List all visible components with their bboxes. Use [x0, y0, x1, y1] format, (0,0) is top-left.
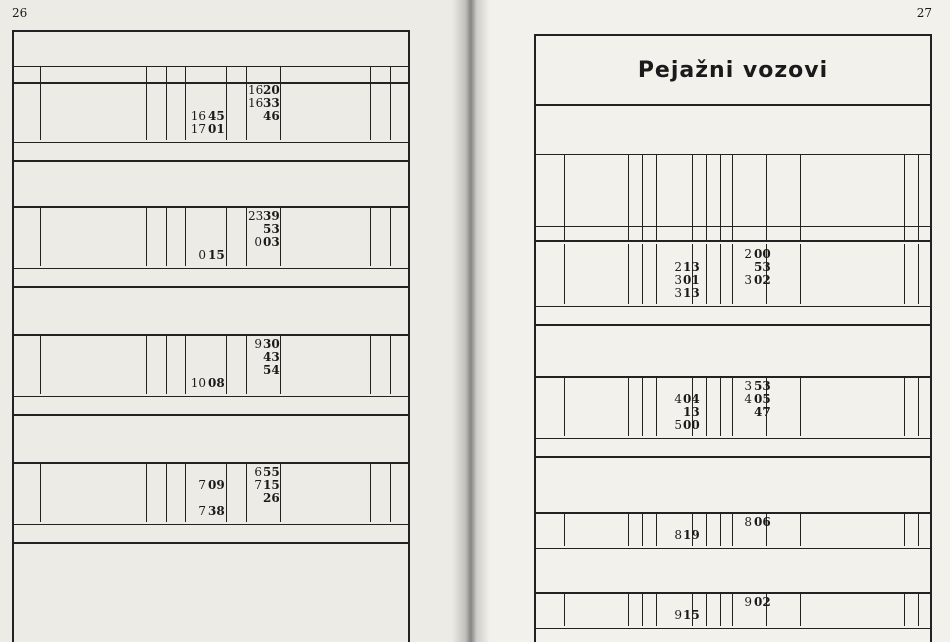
column-divider [642, 244, 643, 304]
heading-rule [534, 104, 932, 106]
departure-minute: 06 [754, 515, 771, 529]
column-divider [800, 512, 801, 546]
column-divider [226, 80, 227, 140]
departure-minute: 00 [754, 247, 771, 261]
column-divider [642, 592, 643, 626]
column-divider [166, 462, 167, 522]
departure-hour: 4 [744, 392, 752, 406]
rule [12, 542, 410, 544]
column-divider [280, 462, 281, 522]
rule [534, 592, 932, 594]
column-divider [904, 244, 905, 304]
column-divider [280, 80, 281, 140]
column-divider [706, 592, 707, 626]
arrival-minute: 01 [208, 122, 225, 136]
departure-minute: 26 [263, 491, 280, 505]
rule [534, 512, 932, 514]
rule [12, 286, 410, 288]
column-divider [732, 244, 733, 304]
departure-hour: 16 [248, 83, 264, 97]
column-divider [918, 376, 919, 436]
rule [534, 456, 932, 458]
column-divider [370, 462, 371, 522]
departure-hour: 3 [744, 273, 752, 287]
column-divider [706, 154, 707, 242]
column-divider [800, 154, 801, 242]
departure-minute: 43 [263, 350, 280, 364]
departure-minute: 55 [263, 465, 280, 479]
arrival-hour: 17 [190, 122, 206, 136]
departure-minute: 02 [754, 273, 771, 287]
departure-minute: 05 [754, 392, 771, 406]
departure-hour: 23 [248, 209, 264, 223]
arrival-hour: 4 [674, 392, 682, 406]
column-divider [904, 592, 905, 626]
departure-minute: 03 [263, 235, 280, 249]
column-divider [732, 592, 733, 626]
column-divider [185, 462, 186, 522]
rule [12, 206, 410, 208]
arrival-minute: 08 [208, 376, 225, 390]
column-divider [918, 244, 919, 304]
section-heading: Pejažni vozovi [637, 58, 829, 83]
arrival-minute: 00 [683, 418, 700, 432]
column-divider [166, 206, 167, 266]
column-divider [642, 512, 643, 546]
rule [12, 396, 410, 397]
arrival-minute: 13 [683, 405, 700, 419]
rule [534, 324, 932, 326]
departure-minute: 02 [754, 595, 771, 609]
departure-minute: 53 [263, 222, 280, 236]
column-divider [390, 334, 391, 394]
arrival-minute: 15 [683, 608, 700, 622]
column-divider [246, 80, 247, 140]
column-divider [146, 206, 147, 266]
column-divider [628, 592, 629, 626]
departure-hour: 9 [744, 595, 752, 609]
departure-hour: 0 [254, 235, 262, 249]
rule [534, 154, 932, 155]
arrival-hour: 3 [674, 273, 682, 287]
departure-minute: 54 [263, 363, 280, 377]
column-divider [720, 592, 721, 626]
rule [12, 160, 410, 162]
arrival-hour: 8 [674, 528, 682, 542]
column-divider [732, 512, 733, 546]
departure-minute: 39 [263, 209, 280, 223]
column-divider [642, 376, 643, 436]
column-divider [642, 154, 643, 242]
page-number: 26 [12, 6, 28, 20]
column-divider [904, 512, 905, 546]
column-divider [185, 206, 186, 266]
departure-hour: 2 [744, 247, 752, 261]
column-divider [656, 154, 657, 242]
arrival-minute: 15 [208, 248, 225, 262]
rule [12, 334, 410, 336]
column-divider [628, 376, 629, 436]
arrival-hour: 10 [190, 376, 206, 390]
departure-minute: 15 [263, 478, 280, 492]
arrival-hour: 0 [198, 248, 206, 262]
arrival-minute: 04 [683, 392, 700, 406]
arrival-hour: 3 [674, 286, 682, 300]
column-divider [370, 206, 371, 266]
column-divider [800, 376, 801, 436]
column-divider [656, 244, 657, 304]
column-divider [732, 154, 733, 242]
departure-minute: 47 [754, 405, 771, 419]
column-divider [146, 462, 147, 522]
departure-minute: 53 [754, 379, 771, 393]
column-divider [40, 206, 41, 266]
arrival-hour: 5 [674, 418, 682, 432]
column-divider [146, 334, 147, 394]
column-divider [628, 154, 629, 242]
column-divider [720, 154, 721, 242]
column-divider [246, 462, 247, 522]
arrival-minute: 13 [683, 260, 700, 274]
departure-minute: 53 [754, 260, 771, 274]
column-divider [390, 80, 391, 140]
arrival-minute: 45 [208, 109, 225, 123]
column-divider [280, 334, 281, 394]
column-divider [628, 512, 629, 546]
departure-hour: 8 [744, 515, 752, 529]
arrival-hour: 9 [674, 608, 682, 622]
column-divider [656, 512, 657, 546]
column-divider [720, 512, 721, 546]
rule [12, 462, 410, 464]
rule [534, 376, 932, 378]
rule [534, 240, 932, 242]
arrival-minute: 01 [683, 273, 700, 287]
departure-hour: 9 [254, 337, 262, 351]
departure-minute: 33 [263, 96, 280, 110]
column-divider [564, 244, 565, 304]
arrival-hour: 7 [198, 504, 206, 518]
departure-minute: 46 [263, 109, 280, 123]
column-divider [656, 376, 657, 436]
column-divider [918, 512, 919, 546]
arrival-hour: 16 [190, 109, 206, 123]
left-page [0, 0, 470, 642]
column-divider [166, 334, 167, 394]
column-divider [280, 206, 281, 266]
rule [12, 414, 410, 416]
column-divider [226, 206, 227, 266]
column-divider [226, 334, 227, 394]
column-divider [564, 592, 565, 626]
column-divider [40, 80, 41, 140]
column-divider [656, 592, 657, 626]
timetable-frame [534, 34, 932, 642]
page-number: 27 [916, 6, 932, 20]
column-divider [40, 462, 41, 522]
rule [534, 438, 932, 439]
column-divider [390, 206, 391, 266]
column-divider [246, 206, 247, 266]
arrival-hour: 7 [198, 478, 206, 492]
departure-hour: 7 [254, 478, 262, 492]
rule [12, 268, 410, 269]
departure-minute: 20 [263, 83, 280, 97]
departure-minute: 30 [263, 337, 280, 351]
rule [534, 548, 932, 549]
column-divider [166, 80, 167, 140]
right-page [470, 0, 950, 642]
column-divider [706, 244, 707, 304]
column-divider [918, 154, 919, 242]
rule [12, 142, 410, 143]
column-divider [692, 154, 693, 242]
column-divider [370, 334, 371, 394]
column-divider [800, 592, 801, 626]
column-divider [706, 376, 707, 436]
column-divider [40, 334, 41, 394]
column-divider [720, 376, 721, 436]
column-divider [185, 334, 186, 394]
column-divider [800, 244, 801, 304]
column-divider [904, 376, 905, 436]
arrival-minute: 38 [208, 504, 225, 518]
column-divider [766, 154, 767, 242]
departure-hour: 3 [744, 379, 752, 393]
column-divider [146, 80, 147, 140]
rule [12, 82, 410, 84]
column-divider [904, 154, 905, 242]
rule [534, 628, 932, 629]
rule [534, 306, 932, 307]
column-divider [185, 80, 186, 140]
rule [12, 524, 410, 525]
arrival-minute: 09 [208, 478, 225, 492]
arrival-minute: 13 [683, 286, 700, 300]
rule [534, 226, 932, 227]
column-divider [706, 512, 707, 546]
column-divider [370, 80, 371, 140]
departure-hour: 6 [254, 465, 262, 479]
column-divider [226, 462, 227, 522]
column-divider [564, 512, 565, 546]
column-divider [564, 154, 565, 242]
column-divider [246, 334, 247, 394]
column-divider [564, 376, 565, 436]
column-divider [390, 462, 391, 522]
column-divider [720, 244, 721, 304]
departure-hour: 16 [248, 96, 264, 110]
column-divider [628, 244, 629, 304]
arrival-hour: 2 [674, 260, 682, 274]
column-divider [918, 592, 919, 626]
column-divider [732, 376, 733, 436]
arrival-minute: 19 [683, 528, 700, 542]
rule [12, 66, 410, 67]
